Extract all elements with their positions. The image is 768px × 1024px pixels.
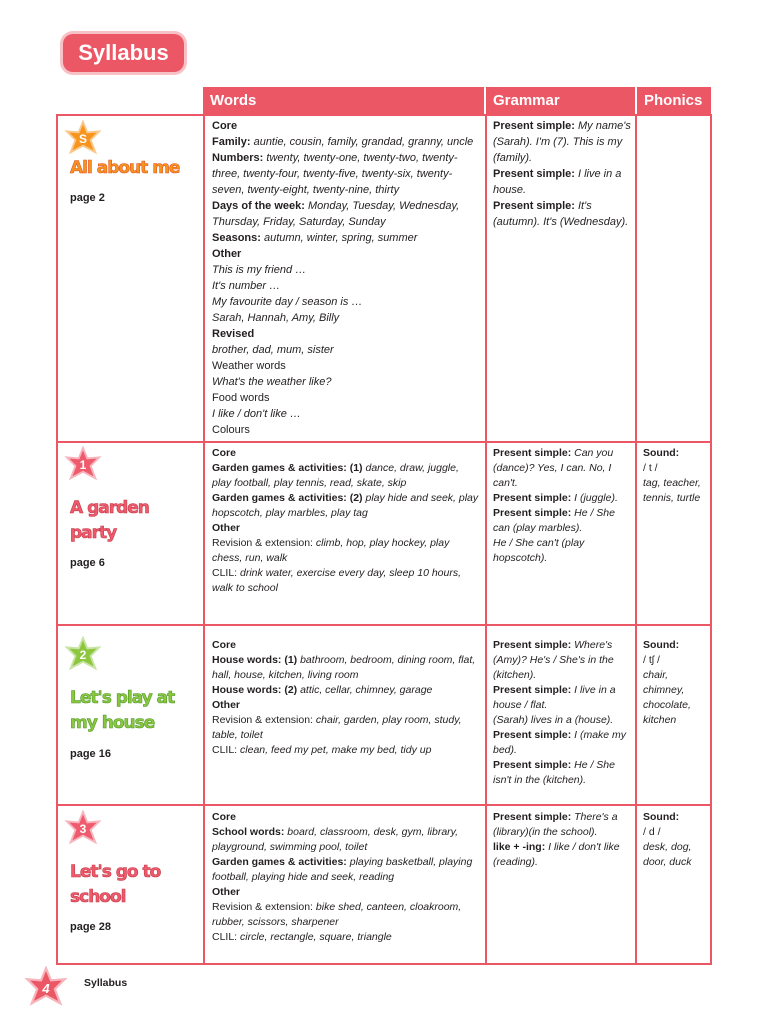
cell-text: Garden games & activities: (2) (212, 492, 366, 504)
cell-line (212, 198, 480, 230)
cell-text: Garden games & activities: (212, 856, 350, 868)
page-title: Syllabus (63, 34, 184, 72)
cell-line (493, 446, 631, 491)
unit-page-ref: page 16 (70, 748, 111, 760)
cell-text: House words: (2) (212, 684, 301, 696)
cell-text: House words: (1) (212, 654, 301, 666)
cell-line (493, 118, 631, 166)
cell-text: He / She isn't in the (kitchen). (493, 759, 615, 786)
cell-text: Family: (212, 136, 254, 148)
cell-text: Present simple: (493, 811, 575, 823)
cell-text: bathroom, bedroom, dining room, flat, hall, house, kitchen, living room (212, 654, 476, 681)
cell-text: clean, feed my pet, make my bed, tidy up (240, 744, 432, 756)
cell-text: CLIL: (212, 931, 241, 943)
cell-text: like + -ing: (493, 841, 549, 853)
unit-page-ref: page 6 (70, 557, 105, 569)
cell-text: dance, draw, juggle, play football, play tennis, read, skate, skip (212, 462, 459, 489)
unit-grammar-cell (493, 118, 631, 230)
cell-text: playing basketball, playing football, playing hide and seek, reading (212, 856, 473, 883)
cell-line: Colours (212, 424, 250, 436)
header-phonics: Phonics (637, 87, 711, 114)
page-number: 4 (42, 980, 50, 996)
cell-line (493, 638, 631, 683)
cell-line (493, 491, 631, 506)
cell-line (212, 825, 480, 855)
unit-badge-label: 2 (79, 648, 87, 662)
cell-text: I (make my bed). (493, 729, 627, 756)
cell-text: Present simple: (493, 684, 575, 696)
page-number-star-icon (24, 966, 68, 1010)
cell-text: Present simple: (493, 729, 575, 741)
cell-line: My favourite day / season is … (212, 296, 363, 308)
cell-text: He / She can (play marbles). (493, 507, 615, 534)
cell-line: / tʃ / (643, 654, 660, 666)
cell-line: Sarah, Hannah, Amy, Billy (212, 312, 340, 324)
cell-line: Core (212, 639, 236, 651)
cell-text: circle, rectangle, square, triangle (240, 931, 392, 943)
cell-line: Other (212, 248, 242, 260)
unit-phonics-cell (643, 810, 709, 870)
cell-text: auntie, cousin, family, grandad, granny, uncle (253, 136, 474, 148)
footer-label: Syllabus (84, 977, 128, 989)
unit-title-line: school (70, 887, 126, 907)
cell-line (212, 536, 480, 566)
cell-line (212, 461, 480, 491)
unit-title (70, 686, 174, 736)
cell-text: Can you (dance)? Yes, I can. No, I can't. (493, 447, 614, 489)
cell-line: What's the weather like? (212, 376, 332, 388)
cell-line (493, 198, 631, 230)
column-divider (485, 114, 487, 965)
cell-line (493, 683, 631, 713)
cell-line (212, 653, 480, 683)
cell-text: Present simple: (493, 447, 575, 459)
cell-text: play hide and seek, play hopscotch, play marbles, play tag (212, 492, 479, 519)
unit-words-cell (212, 810, 480, 945)
cell-text: drink water, exercise every day, sleep 10 hours, walk to school (212, 567, 462, 594)
cell-line (493, 506, 631, 536)
cell-line (493, 758, 631, 788)
cell-text: twenty, twenty-one, twenty-two, twenty-three, twenty-four, twenty-five, twenty-six, twenty-seven, twenty-eight, twenty-nine, thirty (212, 152, 458, 196)
unit-title-line: All about me (70, 158, 180, 178)
unit-grammar-cell (493, 638, 631, 788)
cell-line (493, 713, 631, 728)
cell-text: He / She can't (play hopscotch). (493, 537, 585, 564)
unit-badge-star-icon (64, 810, 102, 848)
column-divider (203, 114, 205, 965)
unit-title (70, 496, 149, 546)
row-divider (56, 804, 712, 806)
cell-line: tag, teacher, tennis, turtle (643, 477, 701, 504)
cell-text: (Sarah) lives in a (house). (493, 714, 614, 726)
cell-line (212, 743, 480, 758)
unit-badge-label: S (78, 132, 87, 146)
header-words: Words (203, 87, 484, 114)
unit-title-line: A garden (70, 498, 149, 518)
cell-line: Core (212, 811, 236, 823)
cell-text: I (juggle). (574, 492, 618, 504)
unit-title (70, 156, 179, 181)
cell-line (212, 683, 480, 698)
cell-text: Revision & extension: (212, 537, 316, 549)
cell-text: board, classroom, desk, gym, library, playground, swimming pool, toilet (212, 826, 459, 853)
cell-text: climb, hop, play hockey, play chess, run, walk (212, 537, 450, 564)
cell-text: autumn, winter, spring, summer (263, 232, 418, 244)
cell-line (212, 930, 480, 945)
cell-text: Present simple: (493, 168, 578, 180)
cell-text: I like / don't like (reading). (493, 841, 620, 868)
cell-text: Garden games & activities: (1) (212, 462, 366, 474)
cell-text: Days of the week: (212, 200, 308, 212)
cell-line: Food words (212, 392, 270, 404)
unit-badge-star-icon (64, 636, 102, 674)
cell-text: CLIL: (212, 744, 241, 756)
cell-line (212, 230, 480, 246)
row-divider (56, 624, 712, 626)
cell-line: Sound: (643, 639, 680, 651)
cell-line: desk, dog, door, duck (643, 841, 692, 868)
cell-text: School words: (212, 826, 288, 838)
cell-text: I live in a house. (493, 168, 622, 196)
cell-text: Present simple: (493, 120, 578, 132)
unit-words-cell (212, 638, 480, 758)
cell-line (493, 536, 631, 566)
unit-grammar-cell (493, 446, 631, 566)
unit-title-line: party (70, 523, 117, 543)
cell-line: It's number … (212, 280, 281, 292)
cell-line (212, 150, 480, 198)
cell-text: Present simple: (493, 492, 575, 504)
row-divider (56, 441, 712, 443)
cell-line: I like / don't like … (212, 408, 301, 420)
cell-line (493, 810, 631, 840)
cell-text: I live in a house / flat. (493, 684, 616, 711)
cell-text: CLIL: (212, 567, 241, 579)
unit-grammar-cell (493, 810, 631, 870)
cell-text: Revision & extension: (212, 714, 316, 726)
column-divider (635, 114, 637, 965)
cell-line (212, 134, 480, 150)
unit-words-cell (212, 446, 480, 596)
unit-badge-star-icon (64, 120, 102, 158)
unit-page-ref: page 2 (70, 192, 105, 204)
unit-phonics-cell (643, 446, 709, 506)
cell-line: Revised (212, 328, 255, 340)
cell-text: There's a (library)(in the school). (493, 811, 618, 838)
cell-text: Present simple: (493, 200, 578, 212)
cell-line (212, 566, 480, 596)
cell-line: chair, chimney, chocolate, kitchen (643, 669, 691, 726)
unit-badge-label: 3 (79, 822, 87, 836)
unit-title (70, 860, 160, 910)
header-grammar: Grammar (486, 87, 635, 114)
cell-line: Weather words (212, 360, 286, 372)
cell-line (212, 855, 480, 885)
cell-line (212, 900, 480, 930)
unit-badge-star-icon (64, 446, 102, 484)
unit-badge-label: 1 (79, 458, 87, 472)
cell-line: Other (212, 522, 241, 534)
cell-text: Monday, Tuesday, Wednesday, Thursday, Friday, Saturday, Sunday (212, 200, 460, 228)
cell-text: Seasons: (212, 232, 264, 244)
cell-line (493, 166, 631, 198)
cell-line: This is my friend … (212, 264, 307, 276)
cell-line: Core (212, 120, 238, 132)
cell-line: Sound: (643, 447, 680, 459)
unit-phonics-cell (643, 638, 709, 728)
cell-line (493, 840, 631, 870)
unit-title-line: Let's go to (70, 862, 161, 882)
cell-text: bike shed, canteen, cloakroom, rubber, scissors, sharpener (212, 901, 462, 928)
cell-line: Other (212, 886, 241, 898)
cell-text: Present simple: (493, 759, 575, 771)
cell-line (212, 713, 480, 743)
cell-line: Sound: (643, 811, 680, 823)
cell-text: Present simple: (493, 507, 575, 519)
cell-line (212, 491, 480, 521)
cell-text: chair, garden, play room, study, table, toilet (212, 714, 462, 741)
cell-text: Numbers: (212, 152, 267, 164)
cell-text: It's (autumn). It's (Wednesday). (493, 200, 629, 228)
unit-page-ref: page 28 (70, 921, 111, 933)
cell-line: / d / (643, 826, 661, 838)
cell-text: attic, cellar, chimney, garage (300, 684, 433, 696)
cell-text: Where's (Amy)? He's / She's in the (kitchen). (493, 639, 614, 681)
cell-line: Other (212, 699, 241, 711)
cell-line: / t / (643, 462, 658, 474)
cell-line: brother, dad, mum, sister (212, 344, 334, 356)
cell-line: Core (212, 447, 236, 459)
unit-title-line: my house (70, 713, 155, 733)
cell-text: Revision & extension: (212, 901, 316, 913)
cell-text: My name's (Sarah). I'm (7). This is my (family). (493, 120, 631, 164)
unit-title-line: Let's play at (70, 688, 175, 708)
cell-line (493, 728, 631, 758)
cell-text: Present simple: (493, 639, 575, 651)
unit-words-cell (212, 118, 480, 438)
